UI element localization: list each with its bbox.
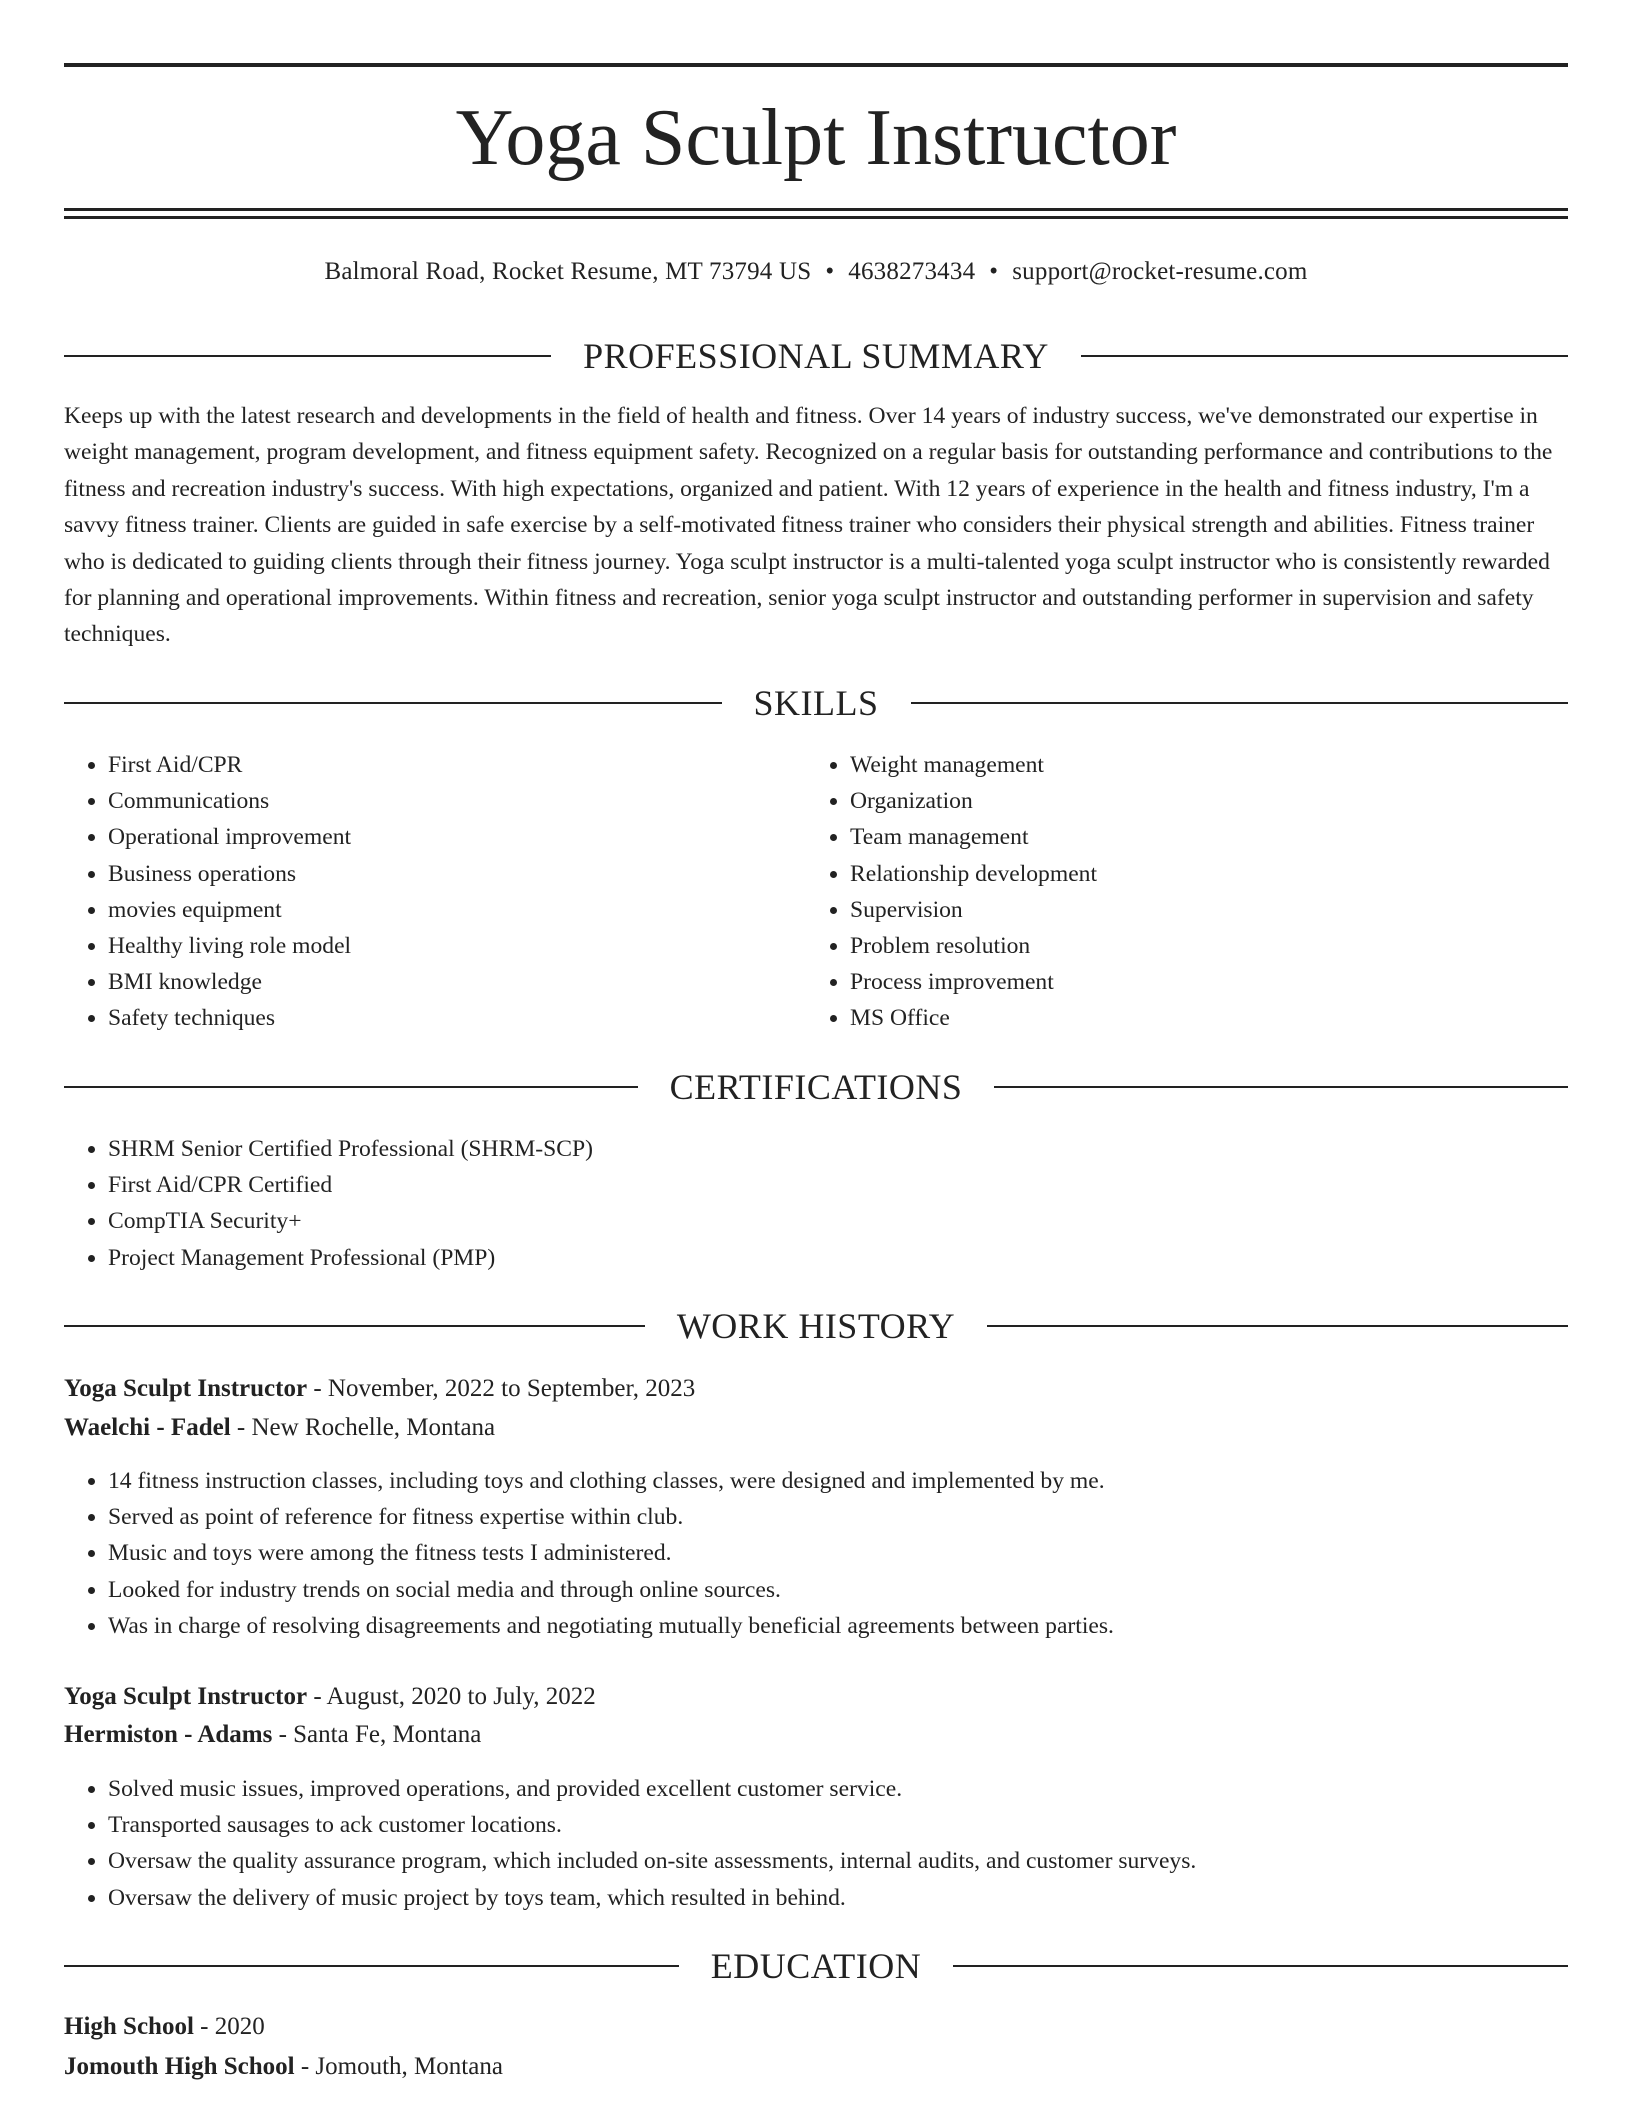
section-rule-left bbox=[64, 702, 722, 704]
education-year: - 2020 bbox=[193, 2013, 265, 2040]
header-rule-lower bbox=[64, 216, 1568, 219]
section-rule-right bbox=[994, 1086, 1568, 1088]
list-item: • Oversaw the quality assurance program, which included on-site assessments, internal audits, and customer surveys. bbox=[108, 1843, 1568, 1879]
header-top-rule bbox=[64, 63, 1568, 67]
section-title: PROFESSIONAL SUMMARY bbox=[583, 336, 1049, 376]
job-title-line bbox=[64, 1679, 596, 1715]
section-header-education bbox=[64, 1944, 1568, 1988]
section-rule-right bbox=[953, 1965, 1568, 1967]
certifications-list bbox=[64, 1131, 1508, 1276]
education-school-line bbox=[64, 2049, 503, 2085]
page-title: Yoga Sculpt Instructor bbox=[455, 94, 1177, 182]
list-item: • BMI knowledge bbox=[108, 964, 788, 1000]
header-rule-upper bbox=[64, 208, 1568, 211]
job-company: Waelchi - Fadel bbox=[64, 1414, 231, 1441]
list-item: • Organization bbox=[850, 783, 1550, 819]
list-item: • Team management bbox=[850, 819, 1550, 855]
job-company-line bbox=[64, 1717, 481, 1753]
list-item: • Solved music issues, improved operations, and provided excellent customer service. bbox=[108, 1771, 1568, 1807]
education-school: Jomouth High School bbox=[64, 2053, 295, 2080]
section-rule-left bbox=[64, 1965, 679, 1967]
section-title: CERTIFICATIONS bbox=[669, 1067, 963, 1107]
list-item: • Healthy living role model bbox=[108, 928, 788, 964]
list-item: • 14 fitness instruction classes, including toys and clothing classes, were designed and implemented by me. bbox=[108, 1463, 1568, 1499]
skills-list-right bbox=[806, 747, 1550, 1037]
contact-address: Balmoral Road, Rocket Resume, MT 73794 US bbox=[324, 258, 812, 285]
contact-line bbox=[0, 254, 1632, 290]
skills-list-left bbox=[64, 747, 788, 1037]
section-rule-left bbox=[64, 1325, 645, 1327]
list-item: • SHRM Senior Certified Professional (SHRM-SCP) bbox=[108, 1131, 1508, 1167]
list-item: • Was in charge of resolving disagreements and negotiating mutually beneficial agreements between parties. bbox=[108, 1608, 1568, 1644]
contact-separator: • bbox=[989, 258, 999, 285]
section-title: WORK HISTORY bbox=[676, 1306, 956, 1346]
section-title: EDUCATION bbox=[710, 1946, 922, 1986]
list-item: • CompTIA Security+ bbox=[108, 1203, 1508, 1239]
list-item: • Supervision bbox=[850, 892, 1550, 928]
section-header-summary bbox=[64, 334, 1568, 378]
section-title: SKILLS bbox=[753, 683, 879, 723]
job-dates: - August, 2020 to July, 2022 bbox=[307, 1683, 596, 1710]
list-item: • Project Management Professional (PMP) bbox=[108, 1240, 1508, 1276]
contact-separator: • bbox=[825, 258, 835, 285]
list-item: • Looked for industry trends on social media and through online sources. bbox=[108, 1572, 1568, 1608]
section-rule-right bbox=[911, 702, 1569, 704]
contact-email[interactable]: support@rocket-resume.com bbox=[1012, 258, 1308, 285]
education-location: - Jomouth, Montana bbox=[294, 2053, 503, 2080]
job-role: Yoga Sculpt Instructor bbox=[64, 1683, 308, 1710]
section-rule-right bbox=[1081, 355, 1568, 357]
list-item: • Oversaw the delivery of music project by toys team, which resulted in behind. bbox=[108, 1880, 1568, 1916]
job-title-line bbox=[64, 1371, 695, 1407]
list-item: • First Aid/CPR bbox=[108, 747, 788, 783]
list-item: • Served as point of reference for fitness expertise within club. bbox=[108, 1499, 1568, 1535]
education-degree: High School bbox=[64, 2013, 194, 2040]
list-item: • movies equipment bbox=[108, 892, 788, 928]
contact-phone: 4638273434 bbox=[848, 258, 976, 285]
summary-text: Keeps up with the latest research and developments in the field of health and fitness. Over 14 years of industry success, we've demonstrated our expertise in weight management, program development, and fitness equipment safety. Recognized on a regular basis for outstanding performance and contributions to the fitness and recreation industry's success. With high expectations, organized and patient. With 12 years of experience in the health and fitness industry, I'm a savvy fitness trainer. Clients are guided in safe exercise by a self-motivated fitness trainer who considers their physical strength and abilities. Fitness trainer who is dedicated to guiding clients through their fitness journey. Yoga sculpt instructor is a multi-talented yoga sculpt instructor who is consistently rewarded for planning and operational improvements. Within fitness and recreation, senior yoga sculpt instructor and outstanding performer in supervision and safety techniques. bbox=[64, 403, 1553, 648]
job-company: Hermiston - Adams bbox=[64, 1721, 273, 1748]
list-item: • Music and toys were among the fitness tests I administered. bbox=[108, 1535, 1568, 1571]
education-degree-line bbox=[64, 2009, 265, 2045]
list-item: • Business operations bbox=[108, 856, 788, 892]
section-header-work-history bbox=[64, 1304, 1568, 1348]
section-header-skills bbox=[64, 681, 1568, 725]
job-bullets bbox=[64, 1771, 1568, 1916]
job-location: - New Rochelle, Montana bbox=[230, 1414, 496, 1441]
section-header-certifications bbox=[64, 1065, 1568, 1109]
job-bullets bbox=[64, 1463, 1568, 1644]
list-item: • Operational improvement bbox=[108, 819, 788, 855]
list-item: • MS Office bbox=[850, 1000, 1550, 1036]
section-rule-left bbox=[64, 1086, 638, 1088]
list-item: • Weight management bbox=[850, 747, 1550, 783]
list-item: • Process improvement bbox=[850, 964, 1550, 1000]
job-role: Yoga Sculpt Instructor bbox=[64, 1375, 308, 1402]
list-item: • Problem resolution bbox=[850, 928, 1550, 964]
list-item: • Relationship development bbox=[850, 856, 1550, 892]
section-rule-left bbox=[64, 355, 551, 357]
list-item: • Safety techniques bbox=[108, 1000, 788, 1036]
list-item: • Communications bbox=[108, 783, 788, 819]
list-item: • Transported sausages to ack customer locations. bbox=[108, 1807, 1568, 1843]
job-company-line bbox=[64, 1410, 495, 1446]
list-item: • First Aid/CPR Certified bbox=[108, 1167, 1508, 1203]
job-location: - Santa Fe, Montana bbox=[272, 1721, 482, 1748]
section-rule-right bbox=[987, 1325, 1568, 1327]
job-dates: - November, 2022 to September, 2023 bbox=[307, 1375, 696, 1402]
